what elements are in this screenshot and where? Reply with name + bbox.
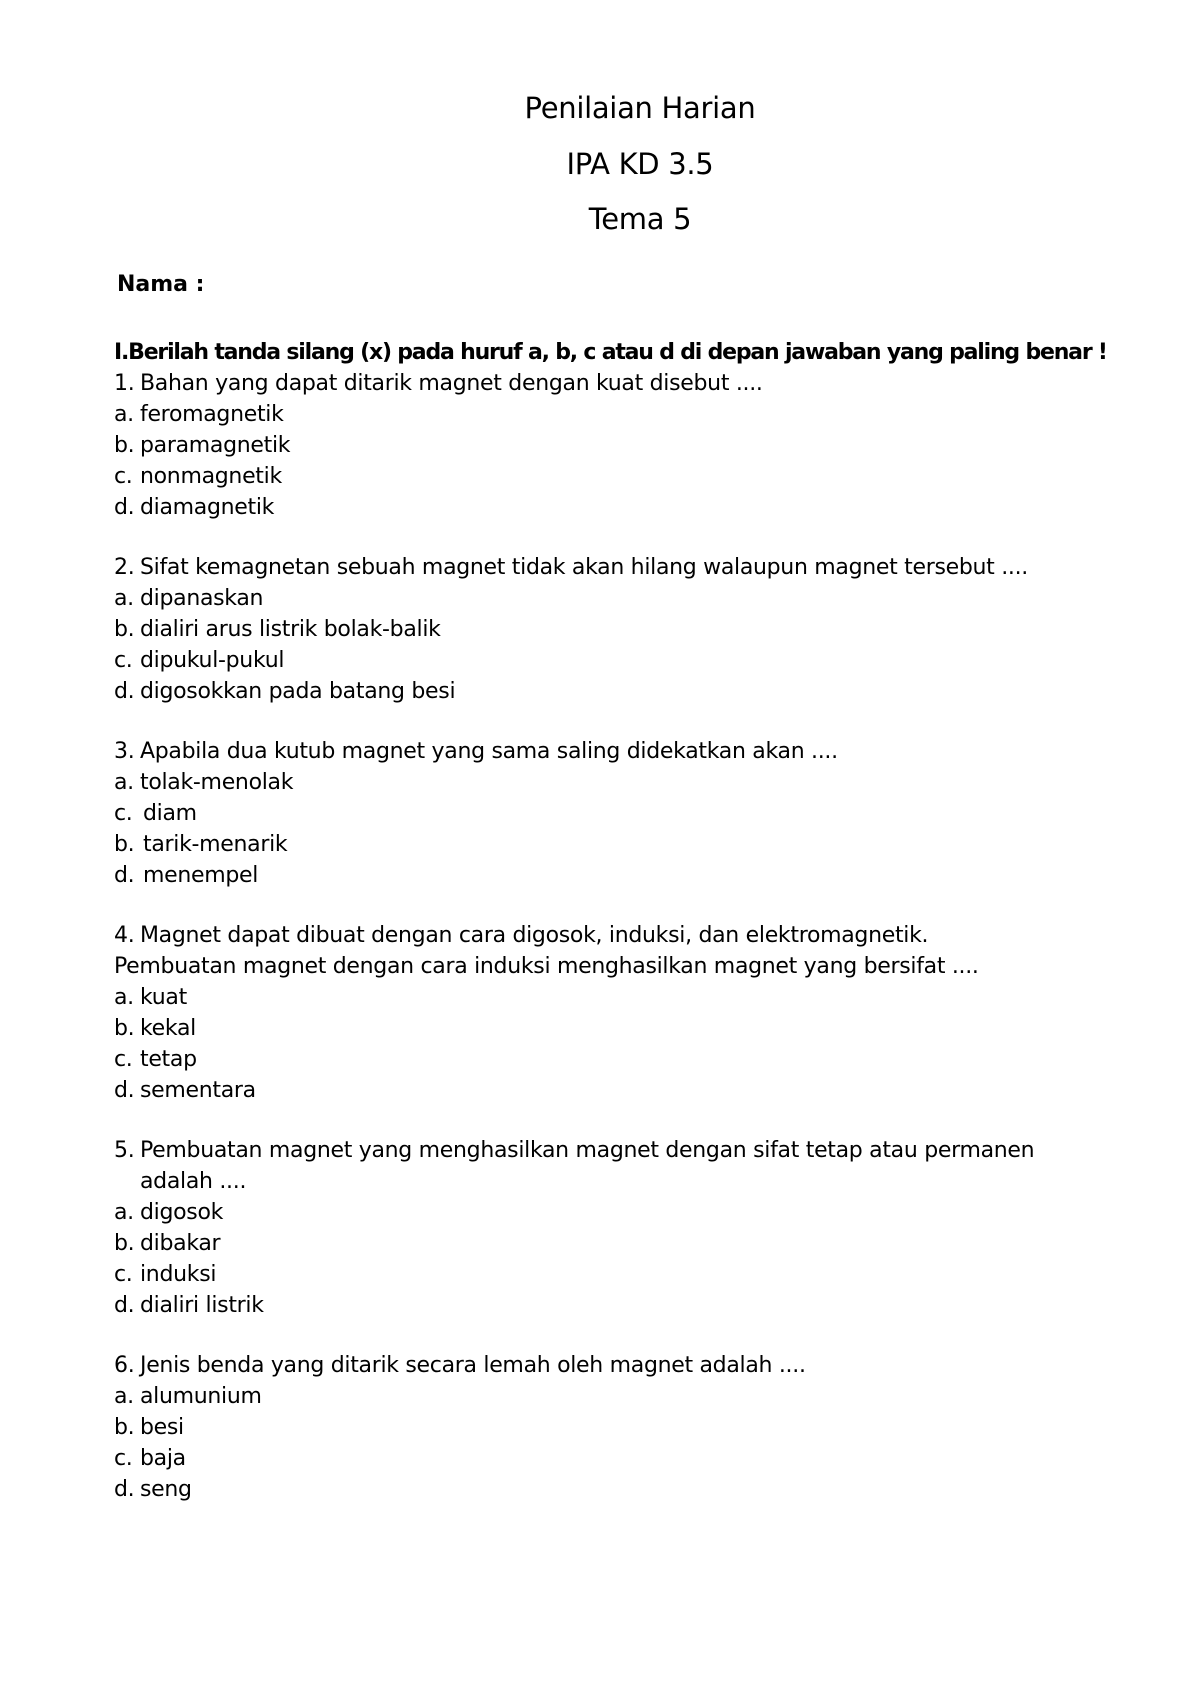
option-letter: a. (114, 402, 134, 427)
option-letter: b. (114, 617, 135, 642)
option-letter: a. (114, 1200, 134, 1225)
option-d (114, 676, 1114, 707)
option-letter: b. (114, 832, 135, 857)
option-d (114, 1075, 1114, 1106)
question-text (114, 1135, 1114, 1166)
option-letter: a. (114, 1384, 134, 1409)
question-text (114, 552, 1114, 583)
option-text: dibakar (140, 1231, 221, 1256)
option-text: dialiri arus listrik bolak-balik (140, 617, 441, 642)
option-text: besi (140, 1415, 184, 1440)
question-number: 4. (114, 923, 135, 948)
option-letter: a. (114, 985, 134, 1010)
question-6 (114, 1350, 1114, 1505)
question-stem: Pembuatan magnet yang menghasilkan magnet dengan sifat tetap atau permanen (140, 1138, 1035, 1163)
option-letter: b. (114, 1231, 135, 1256)
question-list (114, 368, 1114, 1534)
option-text: paramagnetik (140, 433, 291, 458)
option-d (114, 1290, 1114, 1321)
option-letter: d. (114, 1078, 135, 1103)
question-stem: Sifat kemagnetan sebuah magnet tidak akan hilang walaupun magnet tersebut .... (140, 555, 1028, 580)
name-label: Nama : (117, 272, 205, 297)
question-text (114, 1350, 1114, 1381)
option-c (114, 461, 1114, 492)
option-c (114, 1259, 1114, 1290)
option-text: menempel (143, 863, 259, 888)
option-letter: d. (114, 863, 135, 888)
option-c (114, 1443, 1114, 1474)
option-text: induksi (140, 1262, 217, 1287)
option-a (114, 399, 1114, 430)
question-number: 3. (114, 739, 135, 764)
option-letter: b. (114, 1415, 135, 1440)
question-stem: Apabila dua kutub magnet yang sama saling didekatkan akan .... (140, 739, 838, 764)
option-a (114, 1197, 1114, 1228)
question-5 (114, 1135, 1114, 1321)
option-text: feromagnetik (140, 402, 284, 427)
option-letter: b. (114, 1016, 135, 1041)
option-b (114, 1228, 1114, 1259)
option-text: alumunium (140, 1384, 262, 1409)
option-d (114, 860, 1114, 891)
document-title: Penilaian Harian (524, 91, 756, 125)
option-text: kekal (140, 1016, 196, 1041)
option-text: baja (140, 1446, 186, 1471)
option-letter: c. (114, 1446, 133, 1471)
option-letter: d. (114, 495, 135, 520)
option-text: tetap (140, 1047, 197, 1072)
option-text: dialiri listrik (140, 1293, 264, 1318)
question-stem: Magnet dapat dibuat dengan cara digosok, induksi, dan elektromagnetik. (140, 923, 929, 948)
document-theme: Tema 5 (588, 202, 692, 236)
question-text (114, 920, 1114, 951)
question-4 (114, 920, 1114, 1106)
option-letter: d. (114, 1293, 135, 1318)
option-a (114, 583, 1114, 614)
option-letter: b. (114, 433, 135, 458)
option-text: sementara (140, 1078, 256, 1103)
question-number: 1. (114, 371, 135, 396)
option-text: digosokkan pada batang besi (140, 679, 456, 704)
option-letter: a. (114, 770, 134, 795)
option-letter: d. (114, 1477, 135, 1502)
question-stem: Jenis benda yang ditarik secara lemah oleh magnet adalah .... (140, 1353, 806, 1378)
option-text: dipukul-pukul (140, 648, 285, 673)
option-text: diamagnetik (140, 495, 275, 520)
question-number: 6. (114, 1353, 135, 1378)
option-b (114, 1013, 1114, 1044)
option-letter: c. (114, 801, 133, 826)
option-text: digosok (140, 1200, 224, 1225)
option-letter: d. (114, 679, 135, 704)
option-text: diam (143, 801, 197, 826)
question-text-continued: Pembuatan magnet dengan cara induksi menghasilkan magnet yang bersifat .... (114, 954, 979, 979)
option-text: tolak-menolak (140, 770, 294, 795)
question-text-continued: adalah .... (140, 1169, 247, 1194)
question-number: 5. (114, 1138, 135, 1163)
question-text (114, 736, 1114, 767)
option-text: nonmagnetik (140, 464, 282, 489)
option-d (114, 1474, 1114, 1505)
option-letter: c. (114, 464, 133, 489)
option-letter: a. (114, 586, 134, 611)
option-letter: c. (114, 1262, 133, 1287)
option-text: tarik-menarik (143, 832, 288, 857)
question-text (114, 368, 1114, 399)
question-1 (114, 368, 1114, 523)
option-c (114, 798, 1114, 829)
question-2 (114, 552, 1114, 707)
option-c (114, 645, 1114, 676)
option-a (114, 982, 1114, 1013)
question-3 (114, 736, 1114, 891)
document-subject: IPA KD 3.5 (566, 147, 714, 181)
option-text: dipanaskan (140, 586, 264, 611)
option-b (114, 1412, 1114, 1443)
option-c (114, 1044, 1114, 1075)
option-letter: c. (114, 648, 133, 673)
option-a (114, 1381, 1114, 1412)
option-letter: c. (114, 1047, 133, 1072)
option-b (114, 614, 1114, 645)
question-number: 2. (114, 555, 135, 580)
option-d (114, 492, 1114, 523)
option-text: seng (140, 1477, 192, 1502)
option-text: kuat (140, 985, 187, 1010)
option-b (114, 430, 1114, 461)
option-a (114, 767, 1114, 798)
option-b (114, 829, 1114, 860)
instruction-text: I.Berilah tanda silang (x) pada huruf a, b, c atau d di depan jawaban yang paling benar ! (114, 340, 1107, 365)
question-stem: Bahan yang dapat ditarik magnet dengan kuat disebut .... (140, 371, 763, 396)
